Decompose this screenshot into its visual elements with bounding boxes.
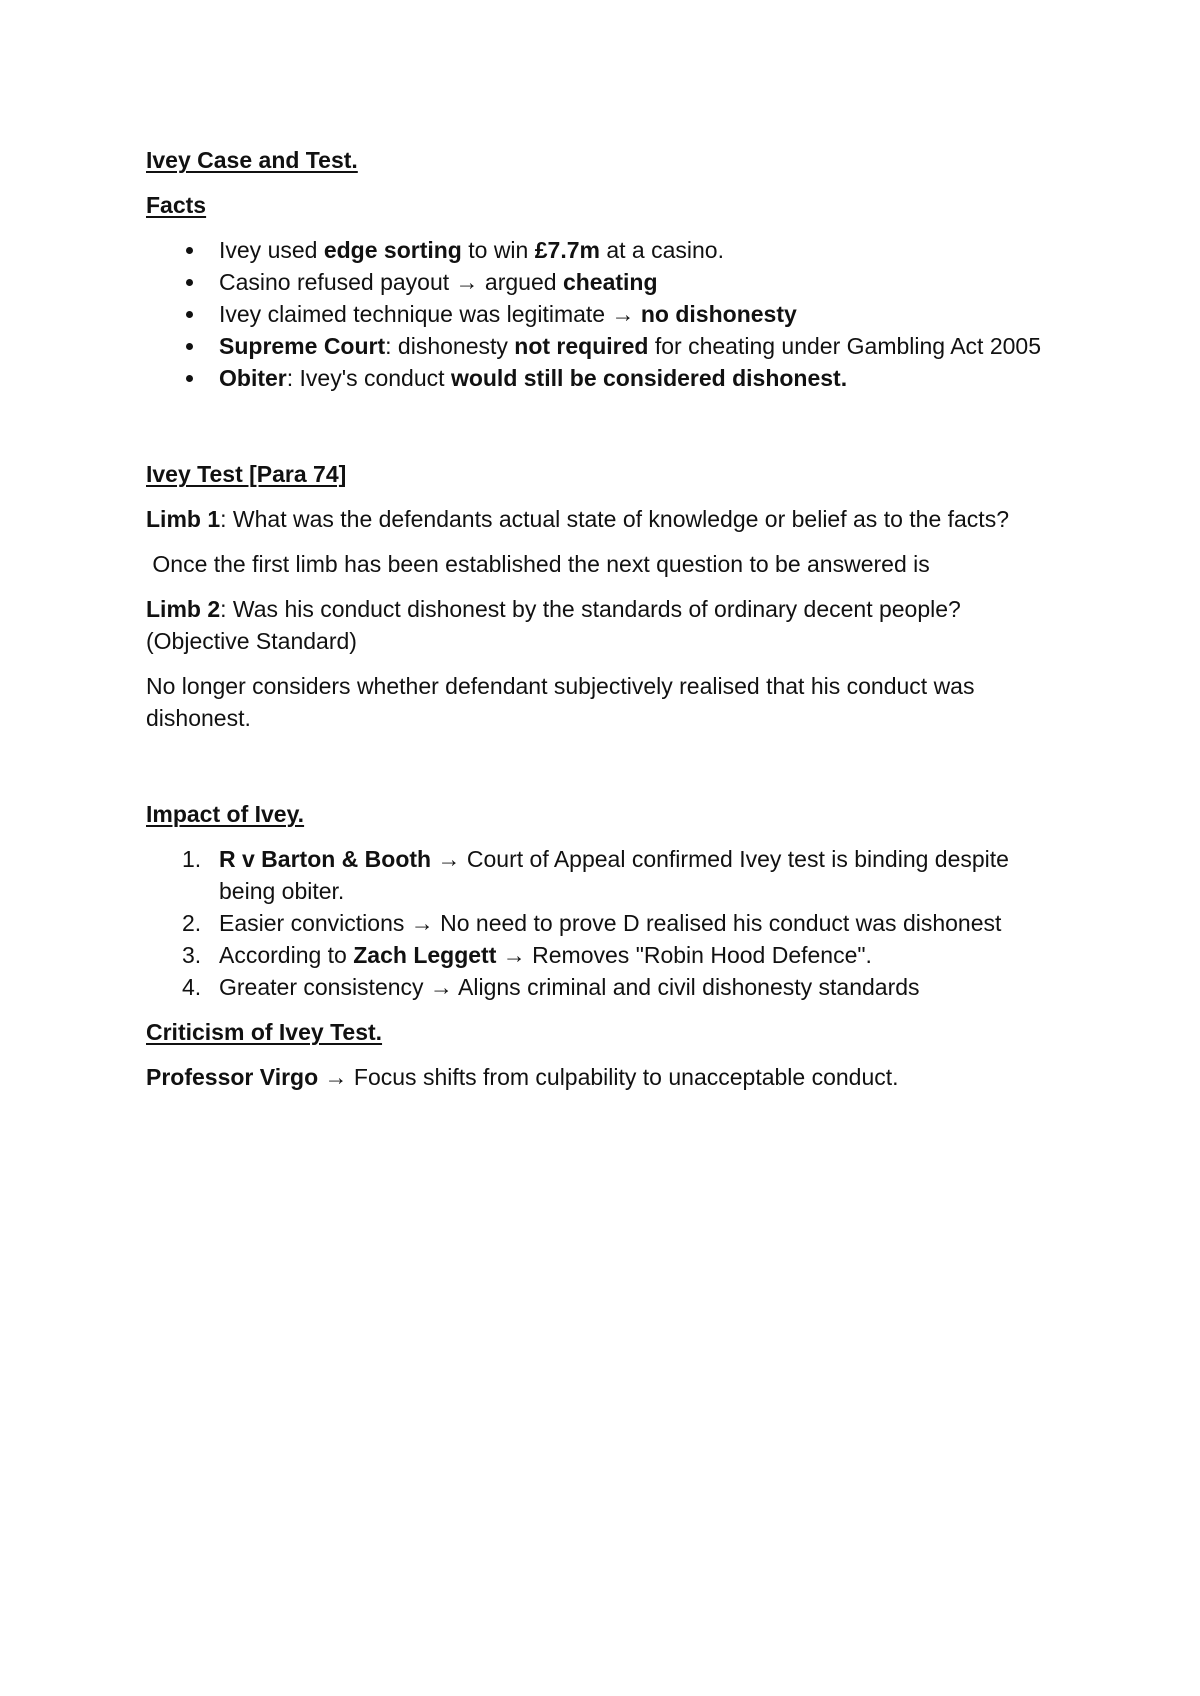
bold-text-run: R v Barton & Booth [219,846,432,872]
text-run: at a casino. [599,237,724,263]
list-number: 2. [182,910,202,936]
bold-text-run: Supreme Court [219,333,386,359]
list-number: 3. [182,942,202,968]
list-number: 1. [182,846,202,872]
test-note-paragraph: No longer considers whether defendant subjectively realised that his conduct was dishonest. [146,673,975,731]
facts-list [146,234,1066,394]
criticism-paragraph [146,1061,1066,1093]
impact-list-item [146,907,1066,939]
bold-text-run: £7.7m [534,237,600,263]
list-number: 4. [182,974,202,1000]
text-run: for cheating under Gambling Act 2005 [648,333,1041,359]
facts-list-item [146,298,1066,330]
bullet-icon [186,343,193,350]
bold-text-run: would still be considered dishonest. [450,365,848,391]
text-run: → Removes "Robin Hood Defence". [496,942,872,968]
ivey-test-heading: Ivey Test [Para 74] [146,461,347,487]
bold-text-run: Zach Leggett [353,942,497,968]
text-run: : Ivey's conduct [286,365,451,391]
limb-1-text: : What was the defendants actual state of knowledge or belief as to the facts? [220,506,1009,532]
facts-heading: Facts [146,192,207,218]
criticism-text: → Focus shifts from culpability to unacceptable conduct. [318,1064,899,1090]
bullet-icon [186,279,193,286]
facts-list-item [146,266,1066,298]
facts-list-item [146,362,1066,394]
text-run: Ivey claimed technique was legitimate → [219,301,641,327]
bold-text-run: not required [514,333,649,359]
bold-text-run: Obiter [219,365,287,391]
limb-1-paragraph [146,503,1066,535]
bridge-paragraph: Once the first limb has been established the next question to be answered is [146,551,930,577]
text-run: to win [461,237,535,263]
bullet-icon [186,311,193,318]
text-run: Casino refused payout → argued [219,269,563,295]
criticism-heading: Criticism of Ivey Test. [146,1019,383,1045]
impact-list-item [146,843,1066,907]
limb-2-text: : Was his conduct dishonest by the standards of ordinary decent people? (Objective Standard) [146,596,961,654]
impact-heading: Impact of Ivey. [146,801,305,827]
bold-text-run: no dishonesty [640,301,797,327]
limb-1-label: Limb 1 [146,506,221,532]
text-run: According to [219,942,354,968]
text-run: Ivey used [219,237,324,263]
limb-2-paragraph [146,593,1066,657]
facts-list-item [146,234,1066,266]
bullet-icon [186,375,193,382]
limb-2-label: Limb 2 [146,596,221,622]
impact-list-item [146,971,1066,1003]
text-run: Greater consistency → Aligns criminal and civil dishonesty standards [219,974,920,1000]
text-run: : dishonesty [385,333,515,359]
text-run: → Court of Appeal confirmed Ivey test is binding despite being obiter. [219,846,1009,904]
impact-list-item [146,939,1066,971]
impact-list [146,843,1066,1003]
bold-text-run: cheating [562,269,658,295]
facts-list-item [146,330,1066,362]
criticism-label: Professor Virgo [146,1064,319,1090]
bullet-icon [186,247,193,254]
document-page [146,144,1066,1093]
text-run: Easier convictions → No need to prove D realised his conduct was dishonest [219,910,1002,936]
document-title: Ivey Case and Test. [146,147,358,173]
bold-text-run: edge sorting [323,237,462,263]
